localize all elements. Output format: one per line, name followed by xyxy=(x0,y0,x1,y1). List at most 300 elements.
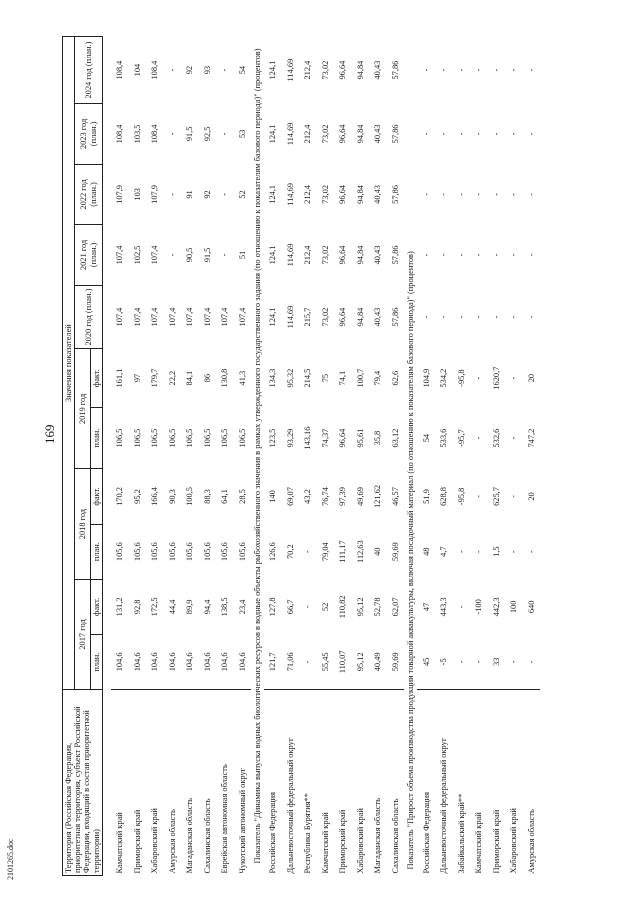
value-cell: 97,39 xyxy=(338,487,348,506)
value-cell: 106,5 xyxy=(202,428,212,448)
table-row xyxy=(417,37,435,876)
value-cell: - xyxy=(491,253,501,257)
value-cell: - xyxy=(509,193,519,196)
table-body xyxy=(102,37,539,876)
value-cell: 533,6 xyxy=(439,428,449,448)
value-cell: 74,37 xyxy=(320,428,330,448)
value-cell: 100 xyxy=(509,600,519,614)
value-cell: 170,2 xyxy=(115,487,125,506)
value-cell: 96,64 xyxy=(338,307,348,327)
territory-name: Приморский край xyxy=(132,809,142,874)
value-cell: 106,5 xyxy=(185,428,195,448)
value-cell: 43,2 xyxy=(303,489,313,504)
value-cell: -5 xyxy=(435,634,453,689)
value-cell: 33 xyxy=(487,634,505,689)
value-cell: 747,2 xyxy=(526,428,536,448)
value-cell: 534,2 xyxy=(439,368,449,388)
value-cell: 57,86 xyxy=(390,185,400,204)
table-row xyxy=(264,37,282,876)
value-cell: - xyxy=(439,253,449,257)
value-cell: 104,6 xyxy=(198,634,216,689)
value-cell: 107,4 xyxy=(220,307,230,327)
table-row xyxy=(163,37,181,876)
value-cell: 94,84 xyxy=(355,245,365,265)
year-2020-header: 2020 год (план.) xyxy=(75,285,103,349)
value-cell: 114,69 xyxy=(285,243,295,267)
value-cell: 86 xyxy=(202,373,212,383)
value-cell: 121,7 xyxy=(264,634,282,689)
value-cell: - xyxy=(526,132,536,136)
table-row xyxy=(282,37,300,876)
value-cell: 100,7 xyxy=(355,368,365,388)
value-cell: 104,6 xyxy=(163,634,181,689)
territory-name: Сахалинская область xyxy=(390,798,400,874)
value-cell: 107,4 xyxy=(185,307,195,327)
territory-name: Амурская область xyxy=(167,809,177,874)
value-cell: 107,4 xyxy=(115,307,125,327)
value-cell: 73,02 xyxy=(320,245,330,265)
document-code: 2101265.doc xyxy=(6,838,15,880)
value-cell: 124,1 xyxy=(268,185,278,204)
value-cell: - xyxy=(526,253,536,257)
value-cell: 35,8 xyxy=(373,430,383,446)
value-cell: - xyxy=(474,68,484,72)
table-row xyxy=(216,37,234,876)
value-cell: 40,43 xyxy=(373,307,383,327)
value-cell: - xyxy=(526,68,536,72)
value-cell: 73,02 xyxy=(320,124,330,144)
value-cell: 75 xyxy=(320,373,330,383)
year-2017-header: 2017 год xyxy=(75,579,90,689)
value-cell: 100,5 xyxy=(185,487,195,506)
value-cell: 112,63 xyxy=(355,540,365,564)
value-cell: 107,4 xyxy=(115,245,125,265)
indicators-table xyxy=(62,36,540,876)
value-cell: 106,5 xyxy=(115,428,125,448)
table-row xyxy=(334,37,352,876)
year-2022-header: 2022 год (план.) xyxy=(75,164,103,225)
value-cell: - xyxy=(509,550,519,554)
value-cell: 94,84 xyxy=(355,60,365,80)
section-title-row xyxy=(404,37,417,876)
value-cell: 52,78 xyxy=(373,597,383,617)
value-cell: 51 xyxy=(237,250,247,260)
table-row xyxy=(111,37,129,876)
value-cell: - xyxy=(439,132,449,136)
page-number: 169 xyxy=(42,424,57,444)
value-cell: 59,69 xyxy=(390,542,400,562)
value-cell: 130,8 xyxy=(220,368,230,388)
section-title: Показатель "Динамика выпуска водных биологических ресурсов в водные объекты рыбохозяйственного значения в рамках утвержденного государственного задания (по отношению к показателям базового периода)" (процентов) xyxy=(252,48,262,864)
value-cell: 40,43 xyxy=(373,185,383,204)
value-cell: 95,32 xyxy=(285,368,295,388)
value-cell: 107,4 xyxy=(150,307,160,327)
value-cell: 127,8 xyxy=(268,597,278,617)
value-cell: 76,74 xyxy=(320,487,330,506)
value-cell: 107,4 xyxy=(132,307,142,327)
territory-name: Амурская область xyxy=(526,809,536,874)
value-cell: 110,07 xyxy=(334,634,352,689)
value-cell: - xyxy=(167,253,177,257)
value-cell: 124,1 xyxy=(268,124,278,144)
value-cell: 114,69 xyxy=(285,58,295,82)
value-cell: 134,3 xyxy=(268,368,278,388)
value-cell: 64,1 xyxy=(220,489,230,504)
value-cell: 52 xyxy=(320,602,330,612)
value-cell: 54 xyxy=(421,433,431,443)
value-cell: 107,4 xyxy=(167,307,177,327)
territory-name: Российская Федерация xyxy=(268,792,278,874)
table-header xyxy=(63,37,103,876)
table-row xyxy=(470,37,488,876)
value-cell: - xyxy=(509,132,519,136)
value-cell: 51,9 xyxy=(421,489,431,504)
value-cell: - xyxy=(474,315,484,319)
value-cell: 106,5 xyxy=(237,428,247,448)
value-cell: 179,7 xyxy=(150,368,160,388)
value-cell: 104,6 xyxy=(128,634,146,689)
value-cell: 96,64 xyxy=(338,124,348,144)
value-cell: 105,6 xyxy=(202,542,212,562)
value-cell: 212,4 xyxy=(303,185,313,204)
value-cell: - xyxy=(421,315,431,319)
territory-name: Чукотский автономный округ xyxy=(237,767,247,874)
territory-name: Российская Федерация xyxy=(421,792,431,874)
value-cell: 123,5 xyxy=(268,428,278,448)
value-cell: -100 xyxy=(474,599,484,615)
value-cell: 114,69 xyxy=(285,122,295,146)
year-2021-header: 2021 год (план.) xyxy=(75,225,103,286)
value-cell: - xyxy=(456,68,466,72)
territory-name: Хабаровский край xyxy=(150,808,160,874)
value-cell: 79,4 xyxy=(373,370,383,386)
value-cell: -95,8 xyxy=(456,369,466,387)
value-cell: 106,5 xyxy=(220,428,230,448)
fact-header: факт. xyxy=(90,579,102,634)
territory-name: Приморский край xyxy=(338,809,348,874)
value-cell: 73,02 xyxy=(320,185,330,204)
value-cell: 40,43 xyxy=(373,245,383,265)
value-cell: 96,64 xyxy=(338,185,348,204)
value-cell: 104,6 xyxy=(216,634,234,689)
value-cell: 57,86 xyxy=(390,307,400,327)
value-cell: 22,2 xyxy=(167,370,177,386)
value-cell: 40 xyxy=(373,547,383,556)
territory-name: Камчатский край xyxy=(474,812,484,874)
plan-header: план. xyxy=(90,634,102,689)
value-cell: 215,7 xyxy=(303,307,313,327)
table-row xyxy=(505,37,523,876)
value-cell: 74,1 xyxy=(338,370,348,386)
value-cell: 94,84 xyxy=(355,307,365,327)
territory-name: Камчатский край xyxy=(115,812,125,874)
value-cell: - xyxy=(474,132,484,136)
value-cell: 212,4 xyxy=(303,60,313,80)
value-cell: - xyxy=(220,132,230,136)
value-cell: 628,8 xyxy=(439,487,449,506)
value-cell: 106,5 xyxy=(132,428,142,448)
value-cell: 625,7 xyxy=(491,487,501,506)
value-cell: 105,6 xyxy=(132,542,142,562)
section-title-row xyxy=(251,37,264,876)
value-cell: 161,1 xyxy=(115,368,125,388)
value-cell: 107,4 xyxy=(202,307,212,327)
territory-name: Магаданская область xyxy=(185,798,195,874)
value-cell: - xyxy=(474,550,484,554)
value-cell: 107,4 xyxy=(150,245,160,265)
value-cell: - xyxy=(220,253,230,257)
value-cell: - xyxy=(505,634,523,689)
value-cell: 105,6 xyxy=(167,542,177,562)
table-row xyxy=(233,37,251,876)
value-cell: - xyxy=(452,634,470,689)
value-cell: 46,57 xyxy=(390,487,400,506)
value-cell: 108,4 xyxy=(150,60,160,80)
value-cell: - xyxy=(509,436,519,440)
value-cell: 96,64 xyxy=(338,245,348,265)
value-cell: 104,6 xyxy=(146,634,164,689)
value-cell: 69,07 xyxy=(285,487,295,506)
year-2018-header: 2018 год xyxy=(75,469,90,579)
value-cell: 23,4 xyxy=(237,599,247,615)
year-2023-header: 2023 год (план.) xyxy=(75,104,103,165)
value-cell: 44,4 xyxy=(167,599,177,615)
value-cell: 57,86 xyxy=(390,245,400,265)
value-cell: 102,5 xyxy=(132,245,142,265)
value-cell: - xyxy=(526,550,536,554)
value-cell: 90,3 xyxy=(167,489,177,504)
territory-name: Хабаровский край xyxy=(355,808,365,874)
value-cell: 104,6 xyxy=(181,634,199,689)
value-cell: 105,6 xyxy=(237,542,247,562)
spacer-row xyxy=(102,37,111,876)
table-row xyxy=(387,37,405,876)
value-cell: 131,2 xyxy=(115,597,125,617)
value-cell: 40,49 xyxy=(369,634,387,689)
value-cell: 57,86 xyxy=(390,124,400,144)
value-cell: - xyxy=(509,315,519,319)
value-cell: 90,5 xyxy=(185,247,195,263)
year-2019-header: 2019 год xyxy=(75,349,90,469)
table-row xyxy=(146,37,164,876)
value-cell: 84,1 xyxy=(185,370,195,386)
value-cell: 40,43 xyxy=(373,60,383,80)
value-cell: 62,07 xyxy=(390,597,400,617)
value-cell: - xyxy=(439,315,449,319)
values-header: Значения показателей xyxy=(63,37,75,690)
fact-header: факт. xyxy=(90,469,102,524)
rotated-table-container xyxy=(62,36,610,876)
value-cell: 105,6 xyxy=(220,542,230,562)
territory-name: Дальневосточный федеральный округ xyxy=(439,737,449,874)
value-cell: 57,86 xyxy=(390,60,400,80)
plan-header: план. xyxy=(90,524,102,579)
value-cell: 52 xyxy=(237,190,247,199)
value-cell: - xyxy=(509,68,519,72)
value-cell: - xyxy=(474,495,484,498)
value-cell: 45 xyxy=(417,634,435,689)
value-cell: 20 xyxy=(526,492,536,501)
year-2024-header: 2024 год (план.) xyxy=(75,37,103,104)
value-cell: 66,7 xyxy=(285,599,295,615)
value-cell: 121,62 xyxy=(373,484,383,508)
value-cell: 62,6 xyxy=(390,370,400,386)
value-cell: - xyxy=(421,193,431,196)
value-cell: 110,82 xyxy=(338,595,348,619)
value-cell: 49,69 xyxy=(355,487,365,506)
value-cell: 212,4 xyxy=(303,245,313,265)
value-cell: - xyxy=(167,132,177,136)
value-cell: 143,16 xyxy=(303,426,313,450)
value-cell: - xyxy=(526,193,536,196)
territory-name: Республика Бурятия** xyxy=(303,793,313,874)
value-cell: 70,2 xyxy=(285,544,295,560)
value-cell: - xyxy=(509,253,519,257)
territory-name: Еврейская автономная область xyxy=(220,764,230,874)
value-cell: - xyxy=(526,315,536,319)
value-cell: 53 xyxy=(237,129,247,139)
value-cell: - xyxy=(509,376,519,380)
value-cell: 111,17 xyxy=(338,540,348,563)
value-cell: - xyxy=(491,132,501,136)
fact-header: факт. xyxy=(90,349,102,407)
value-cell: 214,5 xyxy=(303,368,313,388)
value-cell: - xyxy=(421,253,431,257)
value-cell: 1,5 xyxy=(491,546,501,557)
spacer-cell xyxy=(102,37,111,876)
value-cell: 140 xyxy=(268,490,278,503)
value-cell: 103,5 xyxy=(132,124,142,144)
territory-name: Приморский край xyxy=(491,809,501,874)
value-cell: 59,69 xyxy=(387,634,405,689)
value-cell: 20 xyxy=(526,373,536,383)
value-cell: 103 xyxy=(132,188,142,201)
table-row xyxy=(487,37,505,876)
value-cell: 91,5 xyxy=(185,126,195,142)
value-cell: 640 xyxy=(526,600,536,614)
value-cell: 95,12 xyxy=(355,597,365,617)
value-cell: 107,9 xyxy=(150,185,160,204)
value-cell: - xyxy=(439,193,449,196)
value-cell: 95,2 xyxy=(132,489,142,504)
value-cell: 55,45 xyxy=(317,634,335,689)
value-cell: 94,84 xyxy=(355,185,365,204)
value-cell: - xyxy=(456,605,466,609)
table-row xyxy=(181,37,199,876)
table-row xyxy=(198,37,216,876)
territory-header: Территория (Российская Федерация, приоритетная территория, субъект Российской Федерации, входящий в состав приоритетной территории) xyxy=(63,690,103,876)
value-cell: - xyxy=(421,132,431,136)
value-cell: - xyxy=(456,193,466,196)
value-cell: 124,1 xyxy=(268,60,278,80)
value-cell: 92,5 xyxy=(202,126,212,142)
value-cell: - xyxy=(303,605,313,609)
value-cell: 97 xyxy=(132,373,142,383)
value-cell: 93 xyxy=(202,65,212,75)
value-cell: - xyxy=(421,68,431,72)
value-cell: 92 xyxy=(202,190,212,199)
table-row xyxy=(452,37,470,876)
value-cell: 105,6 xyxy=(115,542,125,562)
value-cell: 124,1 xyxy=(268,245,278,265)
value-cell: 88,3 xyxy=(202,489,212,504)
value-cell: 104,9 xyxy=(421,368,431,388)
value-cell: 107,4 xyxy=(237,307,247,327)
value-cell: 107,9 xyxy=(115,185,125,204)
value-cell: 104,6 xyxy=(111,634,129,689)
value-cell: - xyxy=(439,68,449,72)
territory-name: Хабаровский край xyxy=(509,808,519,874)
value-cell: 79,04 xyxy=(320,542,330,562)
value-cell: - xyxy=(220,68,230,72)
value-cell: 212,4 xyxy=(303,124,313,144)
value-cell: - xyxy=(470,634,488,689)
value-cell: - xyxy=(491,193,501,196)
value-cell: 48 xyxy=(421,547,431,556)
value-cell: 443,3 xyxy=(439,597,449,617)
value-cell: 104 xyxy=(132,63,142,77)
value-cell: 106,5 xyxy=(150,428,160,448)
value-cell: - xyxy=(456,550,466,554)
value-cell: 96,64 xyxy=(338,60,348,80)
value-cell: 91 xyxy=(185,190,195,199)
territory-name: Магаданская область xyxy=(373,798,383,874)
value-cell: 93,29 xyxy=(285,428,295,448)
value-cell: 532,6 xyxy=(491,428,501,448)
table-row xyxy=(128,37,146,876)
value-cell: 105,6 xyxy=(150,542,160,562)
value-cell: 108,4 xyxy=(150,124,160,144)
value-cell: - xyxy=(491,315,501,319)
value-cell: - xyxy=(303,550,313,554)
value-cell: 89,9 xyxy=(185,599,195,615)
value-cell: 106,5 xyxy=(167,428,177,448)
value-cell: - xyxy=(456,253,466,257)
value-cell: 28,5 xyxy=(237,489,247,504)
territory-name: Сахалинская область xyxy=(202,798,212,874)
value-cell: 54 xyxy=(237,65,247,75)
value-cell: - xyxy=(299,634,317,689)
value-cell: 91,5 xyxy=(202,247,212,263)
value-cell: 92,8 xyxy=(132,599,142,615)
value-cell: 108,4 xyxy=(115,60,125,80)
value-cell: 126,6 xyxy=(268,542,278,562)
value-cell: 73,02 xyxy=(320,60,330,80)
value-cell: 71,06 xyxy=(282,634,300,689)
value-cell: 114,69 xyxy=(285,305,295,329)
value-cell: - xyxy=(491,68,501,72)
value-cell: - xyxy=(474,376,484,380)
value-cell: 96,64 xyxy=(338,428,348,448)
value-cell: - xyxy=(456,315,466,319)
value-cell: 138,5 xyxy=(220,597,230,617)
value-cell: 114,69 xyxy=(285,183,295,206)
table-row xyxy=(369,37,387,876)
value-cell: - xyxy=(509,495,519,498)
value-cell: 442,3 xyxy=(491,597,501,617)
territory-name: Забайкальский край** xyxy=(456,793,466,874)
value-cell: 92 xyxy=(185,65,195,75)
value-cell: 47 xyxy=(421,602,431,612)
value-cell: - xyxy=(167,68,177,72)
value-cell: 104,6 xyxy=(233,634,251,689)
value-cell: -95,7 xyxy=(456,429,466,447)
value-cell: - xyxy=(522,634,540,689)
territory-name: Дальневосточный федеральный округ xyxy=(285,737,295,874)
table-row xyxy=(299,37,317,876)
value-cell: 73,02 xyxy=(320,307,330,327)
value-cell: - xyxy=(220,193,230,196)
